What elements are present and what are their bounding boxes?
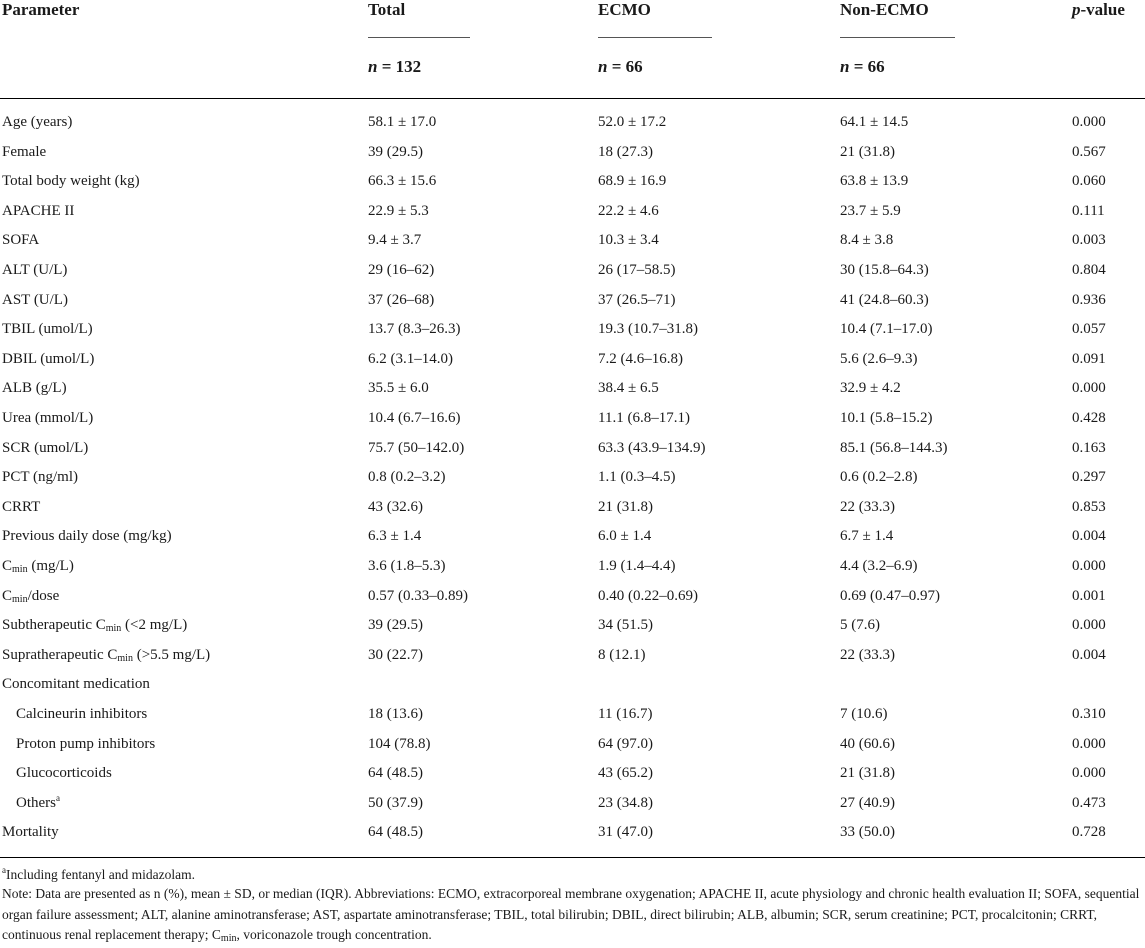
p-value-cell: 0.000 — [1072, 114, 1106, 130]
row-label — [2, 404, 93, 433]
row-label-suffix: (<2 mg/L) — [121, 617, 188, 634]
table-row — [0, 197, 1145, 226]
total-cell: 39 (29.5) — [368, 143, 423, 160]
ecmo-cell: 0.40 (0.22–0.69) — [598, 587, 698, 604]
header-underline-non-ecmo — [840, 37, 955, 38]
row-label-text: Others — [16, 794, 56, 811]
header-n-ecmo — [598, 57, 643, 79]
row-label — [2, 286, 68, 315]
total-cell: 22.9 ± 5.3 — [368, 202, 429, 219]
non-ecmo-cell: 6.7 ± 1.4 — [840, 528, 894, 545]
p-value-cell: 0.297 — [1072, 469, 1106, 486]
total-cell: 18 (13.6) — [368, 706, 423, 722]
ecmo-cell: 64 (97.0) — [598, 735, 653, 752]
row-label-subscript: min — [12, 593, 28, 605]
non-ecmo-cell: 64.1 ± 14.5 — [840, 114, 909, 130]
p-value-cell: 0.060 — [1072, 173, 1106, 190]
non-ecmo-cell: 10.1 (5.8–15.2) — [840, 410, 933, 426]
header-non-ecmo: Non-ECMO — [840, 0, 929, 19]
footnote-a-marker: a — [2, 865, 6, 875]
p-value-cell: 0.111 — [1072, 202, 1105, 219]
ecmo-cell: 6.0 ± 1.4 — [598, 528, 652, 545]
row-label-text: TBIL (umol/L) — [2, 321, 93, 338]
non-ecmo-cell: 5 (7.6) — [840, 617, 880, 634]
table-note-end: , voriconazole trough concentration. — [236, 927, 432, 942]
total-cell: 35.5 ± 6.0 — [368, 380, 429, 397]
non-ecmo-cell: 0.69 (0.47–0.97) — [840, 587, 940, 604]
n-value: = 66 — [853, 57, 885, 76]
ecmo-cell: 38.4 ± 6.5 — [598, 380, 659, 397]
row-label — [2, 226, 39, 255]
ecmo-cell: 63.3 (43.9–134.9) — [598, 439, 706, 456]
table-row — [0, 818, 1145, 847]
total-cell: 43 (32.6) — [368, 498, 423, 515]
row-label — [16, 759, 112, 788]
p-value-cell: 0.003 — [1072, 232, 1106, 249]
p-value-cell: 0.004 — [1072, 646, 1106, 663]
header-ecmo: ECMO — [598, 0, 651, 19]
row-label-text: Previous daily dose (mg/kg) — [2, 528, 172, 545]
row-label — [2, 138, 46, 167]
total-cell: 0.57 (0.33–0.89) — [368, 587, 468, 604]
header-underline-total — [368, 37, 470, 38]
total-cell: 13.7 (8.3–26.3) — [368, 321, 461, 338]
row-label-text: Mortality — [2, 824, 59, 841]
p-value-cell: 0.000 — [1072, 558, 1106, 574]
table-note-sub: min — [220, 933, 237, 944]
table-row — [0, 641, 1145, 670]
row-label-text: Proton pump inhibitors — [16, 735, 156, 752]
row-label-subscript: min — [117, 652, 133, 664]
ecmo-cell: 26 (17–58.5) — [598, 262, 676, 278]
total-cell: 58.1 ± 17.0 — [368, 114, 437, 130]
total-cell: 64 (48.5) — [368, 765, 423, 782]
row-label — [16, 700, 147, 729]
row-label-text: Calcineurin inhibitors — [16, 706, 148, 722]
ecmo-cell: 7.2 (4.6–16.8) — [598, 350, 683, 367]
non-ecmo-cell: 4.4 (3.2–6.9) — [840, 558, 918, 574]
header-total: Total — [368, 0, 406, 19]
total-cell: 3.6 (1.8–5.3) — [368, 558, 446, 574]
p-value-cell: 0.936 — [1072, 291, 1106, 308]
ecmo-cell: 11 (16.7) — [598, 706, 653, 722]
non-ecmo-cell: 85.1 (56.8–144.3) — [840, 439, 948, 456]
total-cell: 29 (16–62) — [368, 262, 435, 278]
non-ecmo-cell: 23.7 ± 5.9 — [840, 202, 901, 219]
row-label — [2, 582, 59, 611]
row-label-text: PCT (ng/ml) — [2, 469, 78, 486]
table-row — [0, 167, 1145, 196]
row-label — [2, 522, 172, 551]
table-row — [0, 759, 1145, 788]
header-underline-ecmo — [598, 37, 712, 38]
n-label: n — [368, 57, 378, 76]
row-label — [2, 197, 74, 226]
table-row — [0, 108, 1145, 137]
table-row — [0, 138, 1145, 167]
ecmo-cell: 23 (34.8) — [598, 794, 653, 811]
table-row — [0, 493, 1145, 522]
total-cell: 0.8 (0.2–3.2) — [368, 469, 446, 486]
row-label-text: Age (years) — [2, 114, 73, 130]
table-row — [0, 611, 1145, 640]
row-label-text: AST (U/L) — [2, 291, 68, 308]
ecmo-cell: 11.1 (6.8–17.1) — [598, 410, 690, 426]
non-ecmo-cell: 27 (40.9) — [840, 794, 895, 811]
ecmo-cell: 18 (27.3) — [598, 143, 653, 160]
non-ecmo-cell: 5.6 (2.6–9.3) — [840, 350, 918, 367]
total-cell: 9.4 ± 3.7 — [368, 232, 422, 249]
total-cell: 37 (26–68) — [368, 291, 435, 308]
table-row — [0, 286, 1145, 315]
row-label — [2, 256, 67, 285]
ecmo-cell: 31 (47.0) — [598, 824, 653, 841]
table-note — [2, 884, 1142, 946]
row-label-text: C — [2, 587, 13, 604]
p-value-cell: 0.091 — [1072, 350, 1106, 367]
row-label — [2, 108, 72, 137]
p-value-cell: 0.853 — [1072, 498, 1106, 515]
row-label-suffix: (mg/L) — [27, 558, 74, 574]
header-p-rest: -value — [1080, 0, 1125, 19]
table-row — [0, 226, 1145, 255]
non-ecmo-cell: 8.4 ± 3.8 — [840, 232, 894, 249]
row-label — [2, 670, 150, 699]
ecmo-cell: 34 (51.5) — [598, 617, 653, 634]
ecmo-cell: 22.2 ± 4.6 — [598, 202, 659, 219]
row-label — [2, 641, 210, 670]
non-ecmo-cell: 41 (24.8–60.3) — [840, 291, 929, 308]
table-row — [0, 315, 1145, 344]
total-cell: 39 (29.5) — [368, 617, 423, 634]
non-ecmo-cell: 22 (33.3) — [840, 498, 895, 515]
total-cell: 104 (78.8) — [368, 735, 431, 752]
row-label — [2, 315, 93, 344]
row-label-text: Glucocorticoids — [16, 765, 112, 782]
total-cell: 75.7 (50–142.0) — [368, 439, 465, 456]
table-row — [0, 730, 1145, 759]
total-cell: 30 (22.7) — [368, 646, 423, 663]
header-p-value — [1072, 0, 1125, 22]
total-cell: 50 (37.9) — [368, 794, 423, 811]
ecmo-cell: 37 (26.5–71) — [598, 291, 676, 308]
footnote-a-text: Including fentanyl and midazolam. — [6, 867, 195, 882]
p-value-cell: 0.000 — [1072, 617, 1106, 634]
row-label — [2, 167, 140, 196]
row-label — [2, 493, 40, 522]
table-row — [0, 522, 1145, 551]
table-row — [0, 789, 1145, 818]
p-value-cell: 0.000 — [1072, 380, 1106, 397]
ecmo-cell: 1.9 (1.4–4.4) — [598, 558, 676, 574]
ecmo-cell: 43 (65.2) — [598, 765, 653, 782]
row-label-text: SCR (umol/L) — [2, 439, 89, 456]
row-label-subscript: min — [12, 564, 28, 575]
row-label — [2, 374, 67, 403]
ecmo-cell: 10.3 ± 3.4 — [598, 232, 659, 249]
header-n-non-ecmo — [840, 57, 885, 79]
p-value-cell: 0.163 — [1072, 439, 1106, 456]
ecmo-cell: 1.1 (0.3–4.5) — [598, 469, 676, 486]
header-p-italic: p — [1072, 0, 1081, 19]
footnote-a — [2, 864, 1142, 885]
table-row — [0, 256, 1145, 285]
table-row — [0, 582, 1145, 611]
total-cell: 6.3 ± 1.4 — [368, 528, 422, 545]
non-ecmo-cell: 10.4 (7.1–17.0) — [840, 321, 933, 338]
non-ecmo-cell: 63.8 ± 13.9 — [840, 173, 909, 190]
p-value-cell: 0.310 — [1072, 706, 1106, 722]
row-label-text: DBIL (umol/L) — [2, 350, 95, 367]
p-value-cell: 0.567 — [1072, 143, 1106, 160]
table-row — [0, 404, 1145, 433]
row-label — [16, 730, 155, 759]
row-label-text: Subtherapeutic C — [2, 617, 106, 634]
table-row — [0, 670, 1145, 699]
n-value: = 66 — [611, 57, 643, 76]
row-label-text: Total body weight (kg) — [2, 173, 140, 190]
row-label — [2, 463, 78, 492]
table-row — [0, 700, 1145, 729]
row-label-text: C — [2, 558, 13, 574]
header-bottom-rule — [0, 98, 1145, 99]
table-row — [0, 463, 1145, 492]
total-cell: 66.3 ± 15.6 — [368, 173, 437, 190]
p-value-cell: 0.004 — [1072, 528, 1106, 545]
non-ecmo-cell: 7 (10.6) — [840, 706, 888, 722]
table-bottom-rule — [0, 857, 1145, 858]
p-value-cell: 0.001 — [1072, 587, 1106, 604]
non-ecmo-cell: 21 (31.8) — [840, 143, 895, 160]
row-label-text: CRRT — [2, 498, 41, 515]
p-value-cell: 0.473 — [1072, 794, 1106, 811]
non-ecmo-cell: 21 (31.8) — [840, 765, 895, 782]
p-value-cell: 0.804 — [1072, 262, 1106, 278]
ecmo-cell: 21 (31.8) — [598, 498, 653, 515]
p-value-cell: 0.728 — [1072, 824, 1106, 841]
total-cell: 10.4 (6.7–16.6) — [368, 410, 461, 426]
row-label-text: SOFA — [2, 232, 40, 249]
row-label — [2, 818, 59, 847]
table-row — [0, 434, 1145, 463]
ecmo-cell: 8 (12.1) — [598, 646, 646, 663]
non-ecmo-cell: 22 (33.3) — [840, 646, 895, 663]
ecmo-cell: 19.3 (10.7–31.8) — [598, 321, 698, 338]
n-label: n — [598, 57, 608, 76]
p-value-cell: 0.000 — [1072, 765, 1106, 782]
ecmo-cell: 52.0 ± 17.2 — [598, 114, 667, 130]
row-label-text: APACHE II — [2, 202, 75, 219]
row-label — [16, 789, 60, 818]
non-ecmo-cell: 0.6 (0.2–2.8) — [840, 469, 918, 486]
row-label-footnote-marker: a — [56, 792, 60, 803]
n-value: = 132 — [381, 57, 422, 76]
non-ecmo-cell: 30 (15.8–64.3) — [840, 262, 929, 278]
total-cell: 64 (48.5) — [368, 824, 423, 841]
table-row — [0, 552, 1145, 581]
row-label-text: ALB (g/L) — [2, 380, 67, 397]
table-row — [0, 345, 1145, 374]
row-label — [2, 611, 187, 640]
row-label-text: Supratherapeutic C — [2, 646, 118, 663]
total-cell: 6.2 (3.1–14.0) — [368, 350, 453, 367]
row-label-text: Female — [2, 143, 47, 160]
p-value-cell: 0.428 — [1072, 410, 1106, 426]
table-row — [0, 374, 1145, 403]
row-label-text: Urea (mmol/L) — [2, 410, 94, 426]
non-ecmo-cell: 32.9 ± 4.2 — [840, 380, 901, 397]
row-label-text: Concomitant medication — [2, 676, 150, 693]
row-label-subscript: min — [105, 623, 122, 635]
n-label: n — [840, 57, 850, 76]
non-ecmo-cell: 40 (60.6) — [840, 735, 895, 752]
header-n-total — [368, 57, 421, 79]
p-value-cell: 0.000 — [1072, 735, 1106, 752]
non-ecmo-cell: 33 (50.0) — [840, 824, 895, 841]
row-label-suffix: (>5.5 mg/L) — [132, 646, 211, 663]
row-label-suffix: /dose — [27, 587, 60, 604]
row-label-text: ALT (U/L) — [2, 262, 68, 278]
table-note-main: Note: Data are presented as n (%), mean ± SD, or median (IQR). Abbreviations: ECMO, extracorporeal membrane oxygenation; APACHE II, acute physiology and chronic health evaluation II; SOFA, sequential organ failure assessment; ALT, alanine aminotransferase; AST, aspartate aminotransferase; TBIL, total bilirubin; DBIL, direct bilirubin; ALB, albumin; SCR, serum creatinine; PCT, procalcitonin; CRRT, continuous renal replacement therapy; C — [2, 886, 1140, 942]
row-label — [2, 552, 74, 581]
ecmo-cell: 68.9 ± 16.9 — [598, 173, 667, 190]
header-parameter: Parameter — [2, 0, 80, 19]
row-label — [2, 345, 94, 374]
p-value-cell: 0.057 — [1072, 321, 1106, 338]
row-label — [2, 434, 88, 463]
